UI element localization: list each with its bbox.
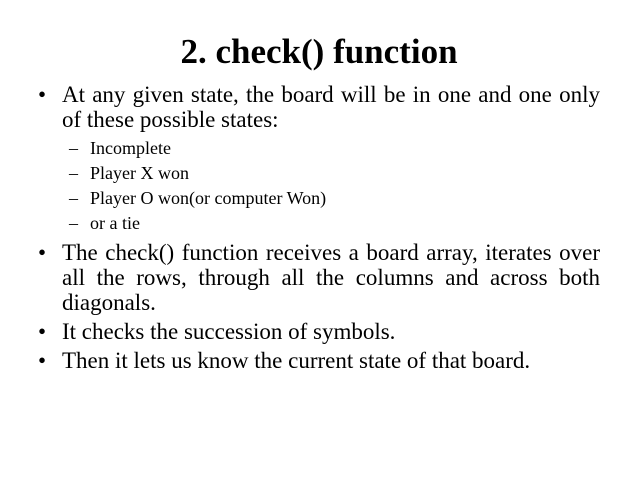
sub-item-text: or a tie xyxy=(90,213,140,233)
bullet-item xyxy=(38,240,600,315)
dash-marker: – xyxy=(69,213,78,233)
sub-item-text: Player X won xyxy=(90,163,189,183)
sub-list xyxy=(38,136,600,236)
slide-title: 2. check() function xyxy=(180,32,458,71)
dash-marker: – xyxy=(69,163,78,183)
slide-body xyxy=(38,82,600,377)
sub-item xyxy=(38,136,600,161)
dash-marker: – xyxy=(69,138,78,158)
bullet-item xyxy=(38,348,600,373)
bullet-text: The check() function receives a board array, iterates over all the rows, through all the columns and across both diagonals. xyxy=(62,240,600,315)
bullet-marker: • xyxy=(38,348,47,373)
bullet-text: Then it lets us know the current state of that board. xyxy=(62,348,531,373)
bullet-text: At any given state, the board will be in one and one only of these possible states: xyxy=(62,82,600,132)
sub-item xyxy=(38,211,600,236)
bullet-marker: • xyxy=(38,240,47,265)
bullet-text: It checks the succession of symbols. xyxy=(62,319,396,344)
sub-item xyxy=(38,186,600,211)
dash-marker: – xyxy=(69,188,78,208)
bullet-item xyxy=(38,82,600,132)
bullet-item xyxy=(38,319,600,344)
bullet-marker: • xyxy=(38,82,47,107)
bullet-marker: • xyxy=(38,319,47,344)
sub-item xyxy=(38,161,600,186)
sub-item-text: Incomplete xyxy=(90,138,171,158)
sub-item-text: Player O won(or computer Won) xyxy=(90,188,327,208)
